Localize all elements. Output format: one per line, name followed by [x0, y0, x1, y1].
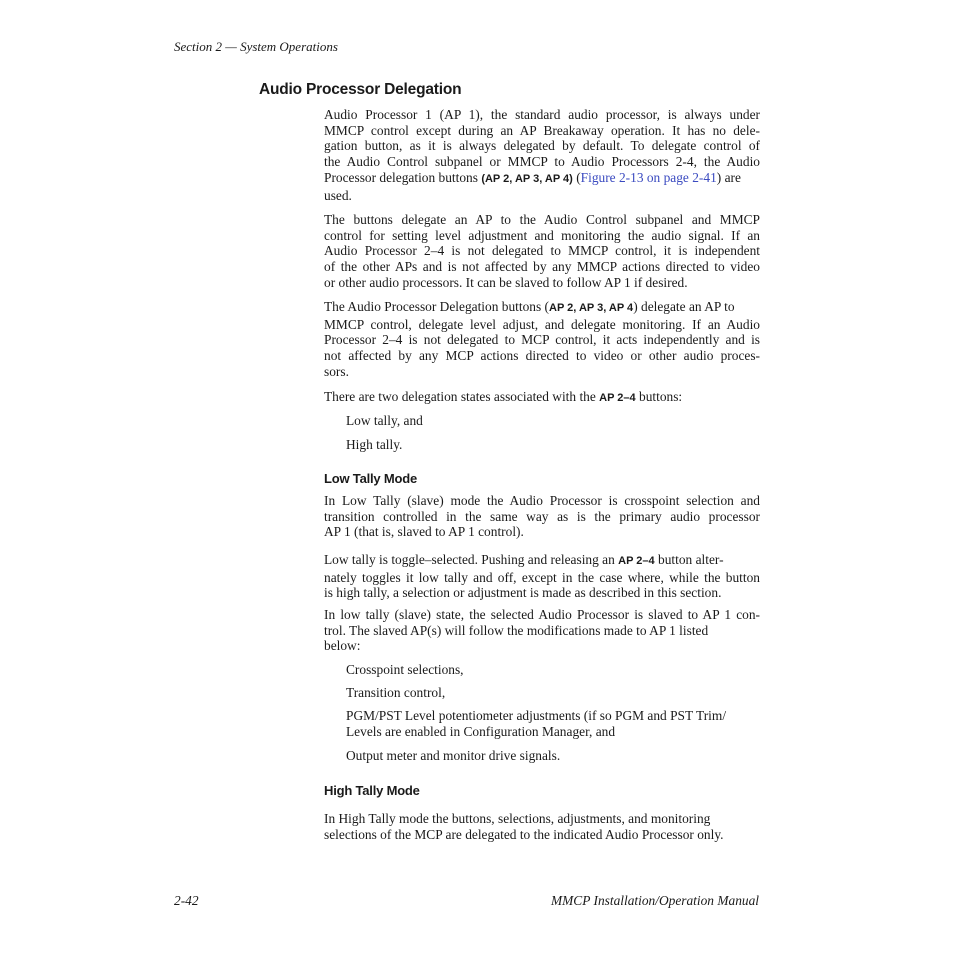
- manual-title: MMCP Installation/Operation Manual: [550, 893, 759, 908]
- button-name-ref: AP 2–4: [618, 555, 655, 567]
- figure-link[interactable]: Figure 2-13 on page 2-41: [580, 169, 717, 185]
- paragraph-buttons-delegate: [324, 212, 760, 291]
- text-run: buttons:: [635, 389, 683, 404]
- text-line: of the other APs and is not affected by any MMCP actions directed to video: [324, 259, 760, 275]
- text-line: [324, 299, 760, 317]
- text-run: ) delegate an AP to: [633, 299, 735, 314]
- text-line: sors.: [324, 363, 349, 379]
- text-line: AP 1 (that is, slaved to AP 1 control).: [324, 524, 524, 540]
- text-run: button alter-: [654, 552, 724, 567]
- paragraph-high-tally: [324, 811, 760, 842]
- text-line: not affected by any MCP actions directed to video or other audio proces-: [324, 348, 760, 364]
- text-line: Audio Processor 1 (AP 1), the standard audio processor, is always under: [324, 107, 760, 122]
- text-run: The Audio Processor Delegation buttons (: [324, 299, 549, 314]
- text-line: is high tally, a selection or adjustment is made as described in this section.: [324, 585, 722, 601]
- text-line: gation button, as it is always delegated by default. To delegate control of: [324, 138, 760, 154]
- text-line: [324, 552, 760, 570]
- text-line: Audio Processor 2–4 is not delegated to MMCP control, it is independent: [324, 243, 760, 259]
- text-line: control for setting level adjustment and monitoring the audio signal. If an: [324, 227, 760, 243]
- text-line: transition controlled in the same way as is the primary audio processor: [324, 508, 760, 524]
- text-run: Processor delegation buttons: [324, 169, 482, 185]
- text-line: [324, 389, 760, 407]
- text-run: Low tally is toggle–selected. Pushing and releasing an: [324, 552, 619, 567]
- button-name-ref: AP 2–4: [599, 392, 636, 404]
- text-line: In High Tally mode the buttons, selections, adjustments, and monitoring: [324, 811, 711, 826]
- text-line: used.: [324, 187, 352, 203]
- text-line: the Audio Control subpanel or MMCP to Audio Processors 2-4, the Audio: [324, 154, 760, 170]
- text-line: PGM/PST Level potentiometer adjustments (if so PGM and PST Trim/: [346, 708, 727, 723]
- text-line: [324, 170, 760, 188]
- section-title: Audio Processor Delegation: [259, 81, 462, 98]
- button-name-ref: (AP 2, AP 3, AP 4): [481, 172, 573, 185]
- button-name-ref: AP 2, AP 3, AP 4: [549, 302, 634, 314]
- subheading-low-tally: Low Tally Mode: [324, 471, 418, 486]
- paragraph-delegation-buttons: [324, 299, 760, 380]
- paragraph-low-tally-intro: [324, 493, 760, 540]
- paragraph-delegation-states: [324, 389, 760, 407]
- text-line: nately toggles it low tally and off, except in the case where, while the button: [324, 569, 760, 585]
- text-line: Levels are enabled in Configuration Manager, and: [346, 723, 616, 739]
- list-item: Transition control,: [346, 685, 446, 700]
- text-run: ) are: [716, 169, 741, 185]
- text-line: MMCP control except during an AP Breakaway operation. It has no dele-: [324, 122, 760, 138]
- text-line: MMCP control, delegate level adjust, and delegate monitoring. If an Audio: [324, 316, 760, 332]
- text-line: In Low Tally (slave) mode the Audio Processor is crosspoint selection and: [324, 493, 760, 508]
- text-line: In low tally (slave) state, the selected Audio Processor is slaved to AP 1 con-: [324, 607, 760, 622]
- text-line: selections of the MCP are delegated to the indicated Audio Processor only.: [324, 826, 724, 842]
- list-item: [346, 708, 726, 739]
- paragraph-low-tally-toggle: [324, 552, 760, 601]
- list-item: Crosspoint selections,: [346, 662, 464, 677]
- paragraph-ap1-intro: [324, 107, 760, 203]
- text-line: The buttons delegate an AP to the Audio Control subpanel and MMCP: [324, 212, 760, 227]
- page-number: 2-42: [174, 893, 199, 908]
- text-line: or other audio processors. It can be slaved to follow AP 1 if desired.: [324, 274, 688, 290]
- text-line: Processor 2–4 is not delegated to MCP control, it acts independently and is: [324, 332, 760, 348]
- text-run: There are two delegation states associated with the: [324, 389, 600, 404]
- list-item: Low tally, and: [346, 413, 423, 428]
- list-item: High tally.: [346, 437, 403, 452]
- running-header: Section 2 — System Operations: [174, 39, 338, 54]
- list-item: Output meter and monitor drive signals.: [346, 748, 561, 763]
- subheading-high-tally: High Tally Mode: [324, 783, 420, 798]
- text-line: below:: [324, 638, 361, 654]
- text-run: (: [572, 169, 581, 185]
- paragraph-low-tally-slave: [324, 607, 760, 654]
- text-line: trol. The slaved AP(s) will follow the modifications made to AP 1 listed: [324, 622, 709, 638]
